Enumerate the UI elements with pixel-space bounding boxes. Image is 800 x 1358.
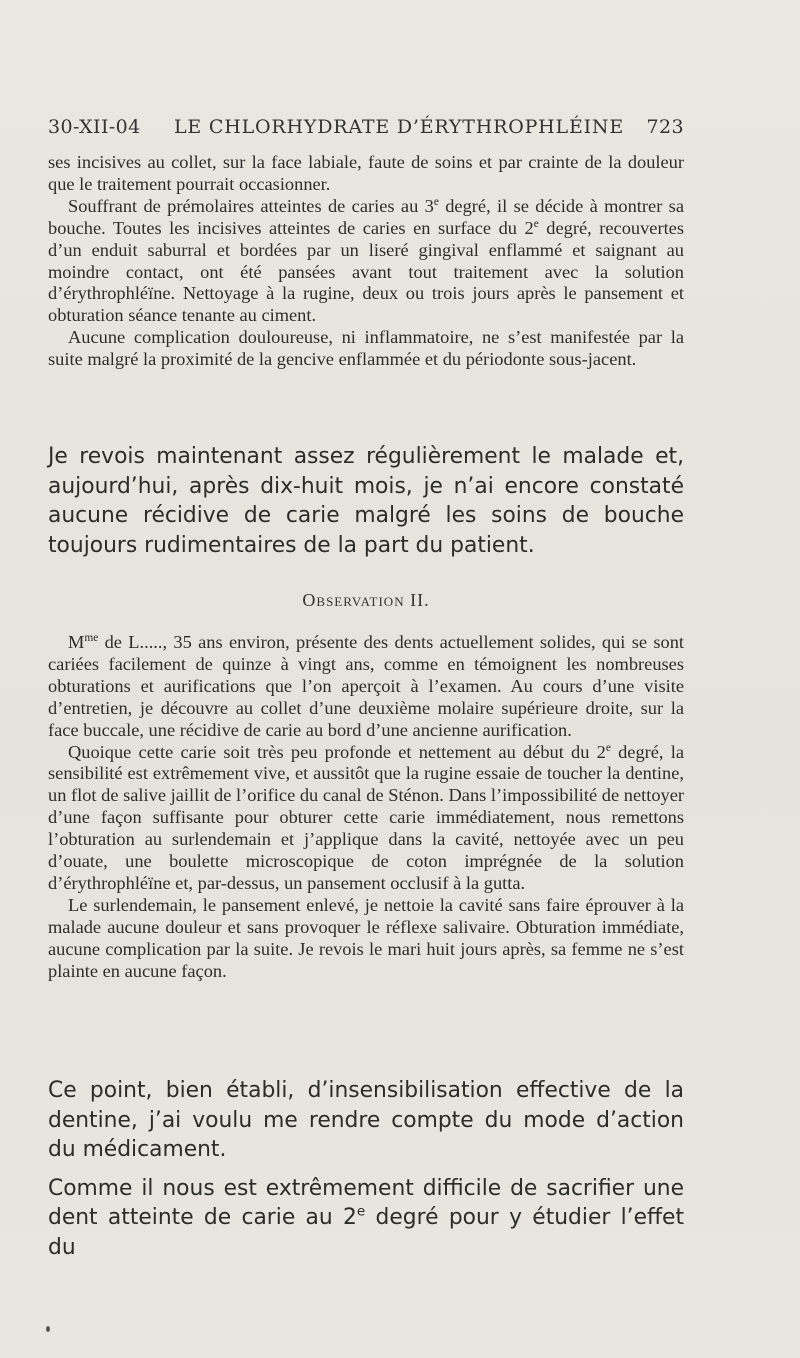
text-run: Souffrant de prémolaires atteintes de caries au 3: [68, 195, 434, 216]
paragraph: Le surlendemain, le pansement enlevé, je nettoie la cavité sans faire éprouver à la malade aucune douleur et sans provoquer le réflexe salivaire. Obturation immédiate, aucune complication par la suite. Je revois le mari huit jours après, sa femme ne s’est plainte en aucune façon.: [48, 894, 684, 981]
text-run: Quoique cette carie soit très peu profonde et nettement au début du 2: [68, 741, 606, 762]
text-run: degré, il se décide à montrer sa bouche. Toutes les incisives atteintes de caries en surface du 2: [48, 195, 684, 238]
text-run: Comme il nous est extrêmement difficile de sacrifier une dent atteinte de carie au 2: [48, 1175, 684, 1231]
text-run: degré, la sensibilité est extrêmement vive, et aussitôt que la rugine essaie de toucher la dentine, un flot de salive jaillit de l’orifice du canal de Sténon. Dans l’impossibilité de nettoyer d’une façon suffisante pour obturer cette carie immédiatement, nous remettons l’obturation au surlendemain et j’applique dans la cavité, nettoyée avec un peu d’ouate, une boulette microscopique de coton imprégnée de la solution d’érythrophléïne et, par-dessus, un pansement occlusif à la gutta.: [48, 741, 685, 893]
paragraph: Ce point, bien établi, d’insensibilisation effective de la dentine, j’ai voulu me rendre compte du mode d’action du médicament.: [48, 1078, 684, 1163]
superscript: e: [433, 195, 439, 208]
text-run: M: [68, 632, 85, 652]
text-run: degré pour y étudier l’effet du: [48, 1205, 684, 1260]
paragraph: [48, 1174, 684, 1263]
paragraph: ses incisives au collet, sur la face labiale, faute de soins et par crainte de la douleur que le traitement pourrait occasionner.: [48, 152, 684, 194]
superscript: e: [533, 217, 539, 230]
typewritten-paragraph-2: [48, 1076, 684, 1263]
observation-number: II.: [410, 590, 430, 610]
header-title: LE CHLORHYDRATE D’ÉRYTHROPHLÉINE: [174, 116, 625, 138]
superscript: e: [356, 1204, 366, 1221]
paragraph: Je revois maintenant assez régulièrement le malade et, aujourd’hui, après dix-huit mois, je n’ai encore constaté aucune récidive de carie malgré les soins de bouche toujours rudimentaires de la part du patient.: [48, 444, 684, 558]
paragraph: [48, 632, 684, 742]
observation-heading: [48, 590, 684, 611]
typewritten-paragraph-1: [48, 442, 684, 560]
paragraph: [48, 196, 684, 327]
printed-text-section-2: [48, 632, 684, 983]
text-run: de L....., 35 ans environ, présente des dents actuellement solides, qui se sont cariées facilement de quinze à vingt ans, comme en témoignent les nombreuses obturations et aurifications que l’on aperçoit à l’examen. Au cours d’une visite d’entretien, je découvre au collet d’une deuxième molaire supérieure droite, sur la face buccale, une récidive de carie au bord d’une ancienne aurification.: [48, 632, 684, 740]
header-date: 30-XII-04: [48, 116, 141, 138]
ink-speck: [46, 1326, 50, 1332]
page-number: 723: [646, 116, 684, 138]
printed-text-section-1: [48, 152, 684, 371]
running-header: [48, 112, 684, 146]
observation-label: Observation: [302, 590, 405, 610]
superscript: me: [84, 631, 99, 644]
superscript: e: [605, 741, 611, 754]
text-run: degré, recouvertes d’un enduit saburral et bordées par un liseré gingival enflammé et saignant au moindre contact, ont été pansées avant tout traitement avec la solution d’érythrophléïne. Nettoyage à la rugine, deux ou trois jours après le pansement et obturation séance tenante au ciment.: [48, 217, 684, 326]
paragraph: [48, 742, 684, 895]
paragraph: Aucune complication douloureuse, ni inflammatoire, ne s’est manifestée par la suite malgré la proximité de la gencive enflammée et du périodonte sous-jacent.: [48, 327, 684, 370]
